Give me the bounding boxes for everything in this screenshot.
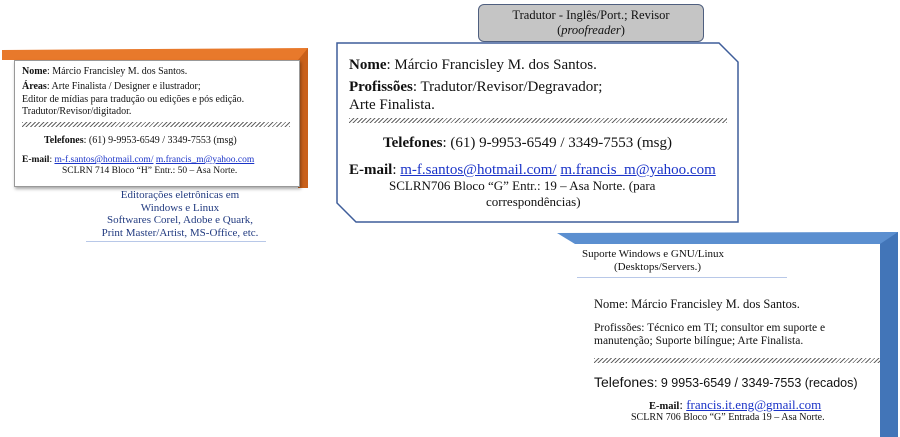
card3-heading-line2: (Desktops/Servers.) — [614, 261, 702, 273]
card2-professions: Profissões: Tradutor/Revisor/Degravador; — [349, 79, 603, 95]
card2-email-link-1[interactable]: m-f.santos@hotmail.com/ — [400, 162, 557, 178]
card2-name: Nome: Márcio Francisley M. dos Santos. — [349, 57, 597, 73]
card3-professions-line2: manutenção; Suporte bilíngue; Arte Finalista. — [594, 335, 804, 347]
card2-divider — [349, 118, 727, 123]
card1-caption-line: Softwares Corel, Adobe e Quark, — [106, 214, 254, 226]
card1-caption — [55, 189, 305, 239]
card1-email-link-2[interactable]: m.francis_m@yahoo.com — [155, 155, 255, 165]
card2-tab-line1: Tradutor - Inglês/Port.; Revisor — [512, 8, 670, 22]
card3-divider — [594, 358, 880, 363]
card3-professions: Profissões: Técnico em TI; consultor em suporte e — [594, 322, 826, 334]
card1-email: E-mail: m-f.santos@hotmail.com/ m.francis_m@yahoo.com — [22, 155, 255, 165]
card2-phones: Telefones: (61) 9-9953-6549 / 3349-7553 (msg) — [383, 135, 673, 151]
card3-address: SCLRN 706 Bloco “G” Entrada 19 – Asa Norte. — [631, 412, 825, 423]
card1-caption-underline — [86, 241, 266, 242]
card2-address: SCLRN706 Bloco “G” Entr.: 19 – Asa Norte. (para — [389, 178, 656, 193]
card2-email-link-2[interactable]: m.francis_m@yahoo.com — [560, 162, 716, 178]
card1-address: SCLRN 714 Bloco “H” Entr.: 50 – Asa Norte. — [62, 166, 238, 176]
card1-areas: Áreas: Arte Finalista / Designer e ilustrador; — [22, 81, 201, 92]
card2-address-line2: correspondências) — [486, 194, 581, 209]
card1-line4: Tradutor/Revisor/digitador. — [22, 106, 132, 117]
card3-email: E-mail: francis.it.eng@gmail.com — [649, 397, 822, 412]
card1-email-link-1[interactable]: m-f.santos@hotmail.com/ — [54, 155, 154, 165]
card1-name: Nome: Márcio Francisley M. dos Santos. — [22, 66, 188, 77]
card1-divider — [22, 122, 290, 127]
card2-tab-line2: (proofreader) — [557, 23, 625, 37]
card1-caption-line: Windows e Linux — [140, 201, 220, 214]
card1-phones: Telefones: (61) 9-9953-6549 / 3349-7553 (msg) — [44, 135, 237, 146]
card3-heading-underline — [577, 277, 787, 278]
card3-phones: Telefones: 9 9953-6549 / 3349-7553 (recados) — [594, 374, 858, 390]
card3-heading — [582, 248, 724, 274]
card3-email-link[interactable]: francis.it.eng@gmail.com — [686, 397, 822, 412]
card1-caption-line: Editorações eletrônicas em — [120, 189, 240, 201]
card2-professions-line2: Arte Finalista. — [349, 97, 435, 113]
card3-heading-line1: Suporte Windows e GNU/Linux — [582, 248, 725, 260]
card1-line3: Editor de mídias para tradução ou edições e pós edição. — [22, 94, 245, 105]
card3-name: Nome: Márcio Francisley M. dos Santos. — [594, 297, 800, 311]
card2-email: E-mail: m-f.santos@hotmail.com/ m.francis_m@yahoo.com — [349, 162, 716, 178]
card2-title-tab — [478, 4, 704, 42]
card1-caption-line: Print Master/Artist, MS-Office, etc. — [101, 226, 259, 239]
